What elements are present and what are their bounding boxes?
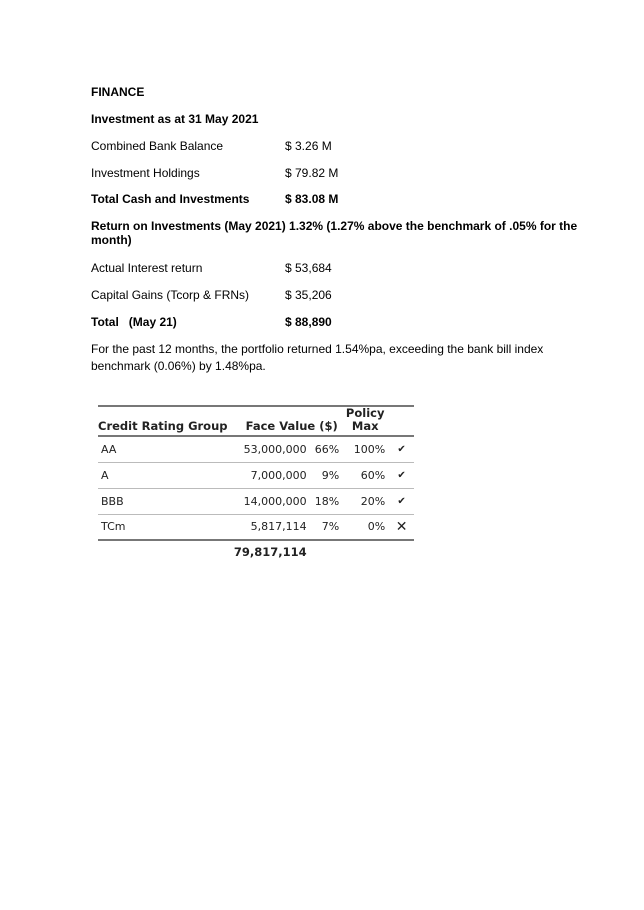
total-cash-value: $ 83.08 M bbox=[285, 192, 339, 206]
row-group: A bbox=[101, 468, 109, 482]
check-icon: ✔ bbox=[397, 469, 406, 481]
header-credit-rating-group: Credit Rating Group bbox=[98, 419, 228, 433]
table-row bbox=[98, 488, 414, 514]
row-percent: 18% bbox=[314, 494, 340, 508]
total-return-label: Total (May 21) bbox=[91, 315, 177, 329]
row-policy-max: 20% bbox=[360, 494, 386, 508]
row-policy-max: 60% bbox=[360, 468, 386, 482]
combined-bank-balance-value: $ 3.26 M bbox=[285, 139, 332, 153]
table-total-value: 79,817,114 bbox=[233, 545, 307, 559]
total-cash-label: Total Cash and Investments bbox=[91, 192, 250, 206]
check-icon: ✔ bbox=[397, 443, 406, 455]
row-percent: 9% bbox=[321, 468, 340, 482]
row-policy-max: 0% bbox=[367, 520, 386, 534]
combined-bank-balance-label: Combined Bank Balance bbox=[91, 139, 224, 153]
row-group: AA bbox=[101, 442, 117, 456]
row-face-value: 53,000,000 bbox=[243, 442, 307, 456]
capital-gains-value: $ 35,206 bbox=[285, 288, 332, 302]
finance-heading: FINANCE bbox=[91, 85, 145, 99]
row-policy-max: 100% bbox=[353, 442, 386, 456]
total-return-value: $ 88,890 bbox=[285, 315, 332, 329]
row-percent: 7% bbox=[321, 520, 340, 534]
row-face-value: 14,000,000 bbox=[243, 494, 307, 508]
interest-return-value: $ 53,684 bbox=[285, 261, 332, 275]
investment-date-heading: Investment as at 31 May 2021 bbox=[91, 112, 259, 126]
header-face-value: Face Value ($) bbox=[245, 419, 338, 433]
capital-gains-label: Capital Gains (Tcorp & FRNs) bbox=[91, 288, 250, 302]
table-row bbox=[98, 436, 414, 462]
table-header-row bbox=[98, 406, 414, 436]
cross-icon: ✕ bbox=[395, 518, 408, 535]
check-icon: ✔ bbox=[397, 495, 406, 507]
table-row bbox=[98, 514, 414, 540]
row-group: BBB bbox=[101, 494, 124, 508]
table-row bbox=[98, 462, 414, 488]
header-status bbox=[389, 406, 414, 436]
return-heading: Return on Investments (May 2021) 1.32% (1.27% above the benchmark of .05% for the month) bbox=[91, 219, 578, 247]
investment-holdings-value: $ 79.82 M bbox=[285, 166, 339, 180]
row-group: TCm bbox=[101, 520, 126, 534]
row-face-value: 5,817,114 bbox=[250, 520, 307, 534]
investment-holdings-label: Investment Holdings bbox=[91, 166, 200, 180]
row-percent: 66% bbox=[314, 442, 340, 456]
summary-paragraph: For the past 12 months, the portfolio returned 1.54%pa, exceeding the bank bill index benchmark (0.06%) by 1.48%pa. bbox=[91, 342, 544, 373]
header-policy-max: Policy Max bbox=[345, 406, 385, 433]
credit-rating-table bbox=[98, 405, 414, 563]
table-total-row bbox=[98, 540, 414, 563]
row-face-value: 7,000,000 bbox=[250, 468, 307, 482]
interest-return-label: Actual Interest return bbox=[91, 261, 203, 275]
